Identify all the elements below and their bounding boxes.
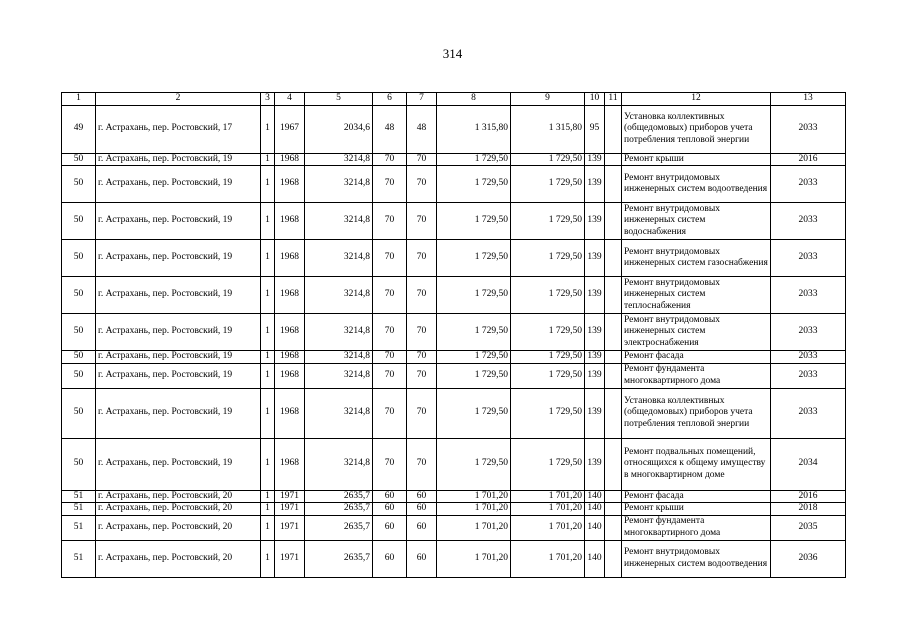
- area-cell: 2635,7: [305, 490, 373, 503]
- work-type-cell: Ремонт фасада: [622, 490, 771, 503]
- col10-cell: 139: [585, 153, 605, 166]
- col10-cell: 140: [585, 515, 605, 540]
- col8-cell: 1 729,50: [437, 438, 511, 490]
- col8-cell: 1 729,50: [437, 166, 511, 203]
- col7-cell: 70: [407, 166, 437, 203]
- column-header: 3: [261, 93, 275, 106]
- area-cell: 2635,7: [305, 540, 373, 577]
- col9-cell: 1 729,50: [511, 438, 585, 490]
- column-header: 11: [605, 93, 622, 106]
- col10-cell: 139: [585, 438, 605, 490]
- col3-cell: 1: [261, 166, 275, 203]
- col9-cell: 1 729,50: [511, 203, 585, 240]
- column-header: 1: [62, 93, 96, 106]
- work-type-cell: Ремонт фасада: [622, 351, 771, 364]
- col9-cell: 1 315,80: [511, 105, 585, 153]
- column-header: 6: [373, 93, 407, 106]
- table-row: [62, 503, 846, 516]
- row-number-cell: 50: [62, 388, 96, 438]
- work-type-cell: Установка коллективных (общедомовых) приборов учета потребления тепловой энергии: [622, 105, 771, 153]
- col7-cell: 70: [407, 203, 437, 240]
- address-cell: г. Астрахань, пер. Ростовский, 20: [96, 503, 261, 516]
- col3-cell: 1: [261, 203, 275, 240]
- planned-year-cell: 2033: [771, 351, 846, 364]
- col3-cell: 1: [261, 351, 275, 364]
- col7-cell: 60: [407, 515, 437, 540]
- col3-cell: 1: [261, 515, 275, 540]
- col6-cell: 70: [373, 351, 407, 364]
- col6-cell: 70: [373, 388, 407, 438]
- planned-year-cell: 2035: [771, 515, 846, 540]
- table-row: [62, 388, 846, 438]
- col3-cell: 1: [261, 540, 275, 577]
- col8-cell: 1 315,80: [437, 105, 511, 153]
- build-year-cell: 1971: [275, 540, 305, 577]
- col3-cell: 1: [261, 314, 275, 351]
- address-cell: г. Астрахань, пер. Ростовский, 19: [96, 314, 261, 351]
- col9-cell: 1 729,50: [511, 240, 585, 277]
- address-cell: г. Астрахань, пер. Ростовский, 19: [96, 363, 261, 388]
- table-row: [62, 166, 846, 203]
- row-number-cell: 51: [62, 503, 96, 516]
- col6-cell: 70: [373, 314, 407, 351]
- col6-cell: 70: [373, 166, 407, 203]
- table-body: [62, 93, 846, 578]
- address-cell: г. Астрахань, пер. Ростовский, 20: [96, 515, 261, 540]
- planned-year-cell: 2034: [771, 438, 846, 490]
- col7-cell: 70: [407, 314, 437, 351]
- address-cell: г. Астрахань, пер. Ростовский, 19: [96, 203, 261, 240]
- col3-cell: 1: [261, 503, 275, 516]
- col9-cell: 1 729,50: [511, 314, 585, 351]
- column-header: 2: [96, 93, 261, 106]
- col8-cell: 1 729,50: [437, 153, 511, 166]
- col11-cell: [605, 438, 622, 490]
- col6-cell: 70: [373, 203, 407, 240]
- build-year-cell: 1968: [275, 240, 305, 277]
- col3-cell: 1: [261, 277, 275, 314]
- col7-cell: 70: [407, 351, 437, 364]
- build-year-cell: 1967: [275, 105, 305, 153]
- column-header: 9: [511, 93, 585, 106]
- col11-cell: [605, 388, 622, 438]
- col7-cell: 60: [407, 540, 437, 577]
- col11-cell: [605, 240, 622, 277]
- works-table: [61, 92, 846, 578]
- col9-cell: 1 701,20: [511, 540, 585, 577]
- col11-cell: [605, 105, 622, 153]
- table-row: [62, 515, 846, 540]
- work-type-cell: Ремонт внутридомовых инженерных систем водоснабжения: [622, 203, 771, 240]
- build-year-cell: 1971: [275, 503, 305, 516]
- build-year-cell: 1968: [275, 153, 305, 166]
- row-number-cell: 50: [62, 438, 96, 490]
- col8-cell: 1 729,50: [437, 240, 511, 277]
- col9-cell: 1 701,20: [511, 503, 585, 516]
- column-header: 5: [305, 93, 373, 106]
- area-cell: 3214,8: [305, 351, 373, 364]
- col6-cell: 48: [373, 105, 407, 153]
- column-header: 7: [407, 93, 437, 106]
- work-type-cell: Ремонт подвальных помещений, относящихся к общему имуществу в многоквартирном доме: [622, 438, 771, 490]
- col3-cell: 1: [261, 105, 275, 153]
- address-cell: г. Астрахань, пер. Ростовский, 19: [96, 388, 261, 438]
- col9-cell: 1 729,50: [511, 277, 585, 314]
- area-cell: 3214,8: [305, 153, 373, 166]
- col10-cell: 139: [585, 166, 605, 203]
- col7-cell: 70: [407, 388, 437, 438]
- planned-year-cell: 2033: [771, 363, 846, 388]
- col10-cell: 95: [585, 105, 605, 153]
- column-header: 4: [275, 93, 305, 106]
- col11-cell: [605, 363, 622, 388]
- column-header: 12: [622, 93, 771, 106]
- col6-cell: 70: [373, 240, 407, 277]
- column-header: 8: [437, 93, 511, 106]
- area-cell: 3214,8: [305, 438, 373, 490]
- col3-cell: 1: [261, 240, 275, 277]
- address-cell: г. Астрахань, пер. Ростовский, 19: [96, 277, 261, 314]
- col8-cell: 1 701,20: [437, 540, 511, 577]
- planned-year-cell: 2036: [771, 540, 846, 577]
- build-year-cell: 1968: [275, 388, 305, 438]
- planned-year-cell: 2016: [771, 153, 846, 166]
- build-year-cell: 1968: [275, 203, 305, 240]
- table-row: [62, 277, 846, 314]
- col9-cell: 1 729,50: [511, 153, 585, 166]
- area-cell: 3214,8: [305, 203, 373, 240]
- col11-cell: [605, 277, 622, 314]
- row-number-cell: 50: [62, 166, 96, 203]
- col6-cell: 60: [373, 490, 407, 503]
- col9-cell: 1 729,50: [511, 363, 585, 388]
- work-type-cell: Ремонт внутридомовых инженерных систем газоснабжения: [622, 240, 771, 277]
- col6-cell: 70: [373, 438, 407, 490]
- area-cell: 3214,8: [305, 314, 373, 351]
- col6-cell: 60: [373, 515, 407, 540]
- address-cell: г. Астрахань, пер. Ростовский, 19: [96, 240, 261, 277]
- row-number-cell: 50: [62, 363, 96, 388]
- planned-year-cell: 2033: [771, 240, 846, 277]
- col7-cell: 60: [407, 490, 437, 503]
- col10-cell: 139: [585, 351, 605, 364]
- col8-cell: 1 701,20: [437, 515, 511, 540]
- col6-cell: 70: [373, 363, 407, 388]
- col10-cell: 139: [585, 363, 605, 388]
- table-row: [62, 351, 846, 364]
- table-row: [62, 240, 846, 277]
- area-cell: 3214,8: [305, 166, 373, 203]
- build-year-cell: 1968: [275, 438, 305, 490]
- work-type-cell: Ремонт фундамента многоквартирного дома: [622, 515, 771, 540]
- column-number-row: [62, 93, 846, 106]
- planned-year-cell: 2033: [771, 166, 846, 203]
- address-cell: г. Астрахань, пер. Ростовский, 20: [96, 540, 261, 577]
- row-number-cell: 50: [62, 203, 96, 240]
- work-type-cell: Ремонт крыши: [622, 153, 771, 166]
- work-type-cell: Ремонт внутридомовых инженерных систем теплоснабжения: [622, 277, 771, 314]
- col10-cell: 139: [585, 277, 605, 314]
- col8-cell: 1 701,20: [437, 503, 511, 516]
- col6-cell: 70: [373, 153, 407, 166]
- area-cell: 2034,6: [305, 105, 373, 153]
- col10-cell: 139: [585, 388, 605, 438]
- work-type-cell: Ремонт внутридомовых инженерных систем водоотведения: [622, 540, 771, 577]
- address-cell: г. Астрахань, пер. Ростовский, 20: [96, 490, 261, 503]
- row-number-cell: 50: [62, 240, 96, 277]
- col8-cell: 1 729,50: [437, 363, 511, 388]
- build-year-cell: 1968: [275, 314, 305, 351]
- col11-cell: [605, 503, 622, 516]
- planned-year-cell: 2018: [771, 503, 846, 516]
- row-number-cell: 50: [62, 351, 96, 364]
- col7-cell: 70: [407, 363, 437, 388]
- col9-cell: 1 729,50: [511, 351, 585, 364]
- row-number-cell: 49: [62, 105, 96, 153]
- planned-year-cell: 2033: [771, 388, 846, 438]
- area-cell: 2635,7: [305, 503, 373, 516]
- work-type-cell: Ремонт фундамента многоквартирного дома: [622, 363, 771, 388]
- col10-cell: 139: [585, 314, 605, 351]
- work-type-cell: Ремонт внутридомовых инженерных систем электроснабжения: [622, 314, 771, 351]
- table-row: [62, 105, 846, 153]
- work-type-cell: Установка коллективных (общедомовых) приборов учета потребления тепловой энергии: [622, 388, 771, 438]
- col6-cell: 60: [373, 540, 407, 577]
- col11-cell: [605, 490, 622, 503]
- col9-cell: 1 729,50: [511, 166, 585, 203]
- col3-cell: 1: [261, 490, 275, 503]
- col7-cell: 70: [407, 438, 437, 490]
- col6-cell: 70: [373, 277, 407, 314]
- planned-year-cell: 2033: [771, 105, 846, 153]
- col8-cell: 1 729,50: [437, 203, 511, 240]
- col11-cell: [605, 351, 622, 364]
- address-cell: г. Астрахань, пер. Ростовский, 19: [96, 153, 261, 166]
- address-cell: г. Астрахань, пер. Ростовский, 17: [96, 105, 261, 153]
- build-year-cell: 1968: [275, 277, 305, 314]
- row-number-cell: 51: [62, 515, 96, 540]
- col11-cell: [605, 540, 622, 577]
- col9-cell: 1 701,20: [511, 515, 585, 540]
- planned-year-cell: 2033: [771, 314, 846, 351]
- col10-cell: 139: [585, 240, 605, 277]
- col7-cell: 70: [407, 153, 437, 166]
- col9-cell: 1 729,50: [511, 388, 585, 438]
- row-number-cell: 51: [62, 490, 96, 503]
- col10-cell: 140: [585, 490, 605, 503]
- area-cell: 3214,8: [305, 240, 373, 277]
- build-year-cell: 1971: [275, 490, 305, 503]
- build-year-cell: 1971: [275, 515, 305, 540]
- col7-cell: 60: [407, 503, 437, 516]
- build-year-cell: 1968: [275, 166, 305, 203]
- area-cell: 3214,8: [305, 388, 373, 438]
- col11-cell: [605, 203, 622, 240]
- col6-cell: 60: [373, 503, 407, 516]
- col7-cell: 70: [407, 240, 437, 277]
- col7-cell: 48: [407, 105, 437, 153]
- col8-cell: 1 729,50: [437, 388, 511, 438]
- col11-cell: [605, 314, 622, 351]
- build-year-cell: 1968: [275, 351, 305, 364]
- planned-year-cell: 2016: [771, 490, 846, 503]
- column-header: 13: [771, 93, 846, 106]
- col8-cell: 1 729,50: [437, 351, 511, 364]
- table-row: [62, 363, 846, 388]
- col8-cell: 1 729,50: [437, 314, 511, 351]
- col3-cell: 1: [261, 438, 275, 490]
- row-number-cell: 50: [62, 314, 96, 351]
- work-type-cell: Ремонт крыши: [622, 503, 771, 516]
- col8-cell: 1 729,50: [437, 277, 511, 314]
- col7-cell: 70: [407, 277, 437, 314]
- table-row: [62, 438, 846, 490]
- address-cell: г. Астрахань, пер. Ростовский, 19: [96, 166, 261, 203]
- table-row: [62, 314, 846, 351]
- column-header: 10: [585, 93, 605, 106]
- table-row: [62, 540, 846, 577]
- work-type-cell: Ремонт внутридомовых инженерных систем водоотведения: [622, 166, 771, 203]
- row-number-cell: 51: [62, 540, 96, 577]
- row-number-cell: 50: [62, 153, 96, 166]
- address-cell: г. Астрахань, пер. Ростовский, 19: [96, 351, 261, 364]
- row-number-cell: 50: [62, 277, 96, 314]
- col9-cell: 1 701,20: [511, 490, 585, 503]
- col11-cell: [605, 515, 622, 540]
- planned-year-cell: 2033: [771, 277, 846, 314]
- table-row: [62, 203, 846, 240]
- col11-cell: [605, 153, 622, 166]
- build-year-cell: 1968: [275, 363, 305, 388]
- col10-cell: 140: [585, 503, 605, 516]
- col3-cell: 1: [261, 153, 275, 166]
- planned-year-cell: 2033: [771, 203, 846, 240]
- col3-cell: 1: [261, 388, 275, 438]
- col8-cell: 1 701,20: [437, 490, 511, 503]
- page-number: 314: [442, 46, 463, 61]
- area-cell: 2635,7: [305, 515, 373, 540]
- address-cell: г. Астрахань, пер. Ростовский, 19: [96, 438, 261, 490]
- col3-cell: 1: [261, 363, 275, 388]
- col10-cell: 139: [585, 203, 605, 240]
- col10-cell: 140: [585, 540, 605, 577]
- area-cell: 3214,8: [305, 277, 373, 314]
- table-row: [62, 153, 846, 166]
- table-row: [62, 490, 846, 503]
- col11-cell: [605, 166, 622, 203]
- area-cell: 3214,8: [305, 363, 373, 388]
